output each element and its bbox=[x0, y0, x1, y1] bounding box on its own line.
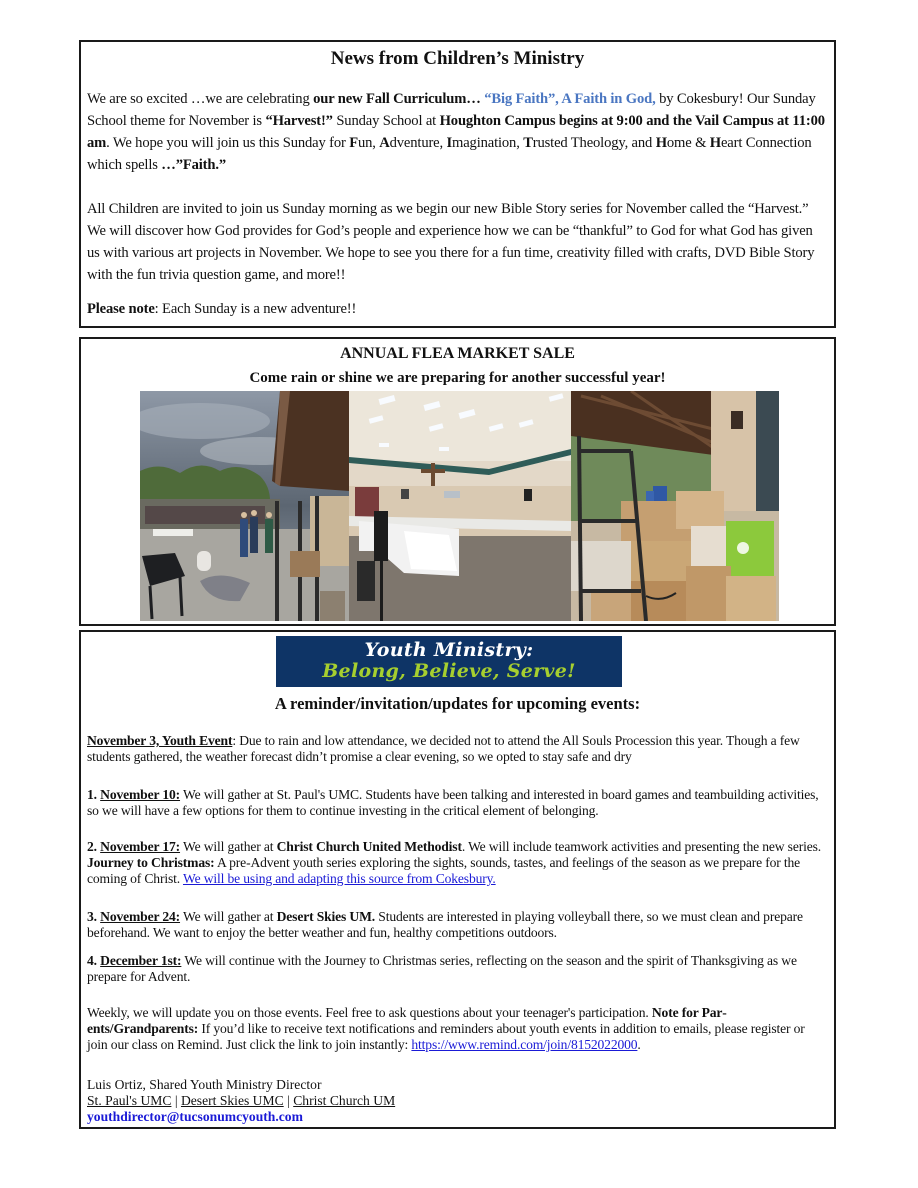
youth-events-heading: A reminder/invitation/updates for upcoming events: bbox=[274, 694, 641, 713]
youth-ministry-section bbox=[79, 630, 836, 1129]
text: . We hope you will join us this Sunday for bbox=[106, 135, 350, 151]
acronym-letter: I bbox=[446, 135, 453, 151]
event-date: December 1st: bbox=[100, 953, 182, 968]
parents-note-label: Note for Parents/Grandparents: bbox=[87, 1005, 727, 1036]
text: We are so excited …we are celebrating bbox=[87, 91, 314, 107]
acronym-letter: F bbox=[349, 135, 358, 151]
flea-market-section bbox=[79, 337, 836, 626]
text: un, bbox=[357, 135, 380, 151]
curriculum-name: “Big Faith”, A Faith in God, bbox=[484, 91, 656, 107]
event-text: A pre-Advent youth series exploring the sights, sounds, tastes, and feelings of the season as we prepare for the coming of Christ. bbox=[87, 855, 801, 886]
curriculum-paragraph bbox=[87, 88, 828, 176]
bible-story-paragraph: All Children are invited to join us Sunday morning as we begin our new Bible Story series for November called the “Harvest.” We will discover how God provides for God’s people and experience how we can be “thankful” to God for what God has given us with various art projects in November. We hope to see you there for a fun time, creativity filled with crafts, DVD Bible Story with the fun trivia question game, and more!! bbox=[87, 201, 815, 283]
text: Sunday School at bbox=[332, 113, 440, 129]
boxes-donations-photo bbox=[571, 391, 779, 621]
event-date: November 24: bbox=[100, 909, 181, 924]
childrens-ministry-section bbox=[79, 40, 836, 328]
director-email[interactable]: youthdirector@tucsonumcyouth.com bbox=[87, 1109, 303, 1124]
cokesbury-source-link[interactable]: We will be using and adapting this source from Cokesbury. bbox=[182, 871, 496, 886]
separator: | bbox=[283, 1093, 294, 1108]
text: magination, bbox=[452, 135, 524, 151]
note-label: Please note bbox=[87, 301, 155, 317]
director-name: Luis Ortiz, Shared Youth Ministry Director bbox=[87, 1077, 322, 1092]
theme-name: “Harvest!” bbox=[265, 113, 333, 129]
please-note-paragraph bbox=[87, 298, 828, 320]
weekly-text: Weekly, we will update you on those events. Feel free to ask questions about your teenager's participation. bbox=[87, 1005, 652, 1020]
banner-tagline: Belong, Believe, Serve! bbox=[322, 660, 576, 682]
item-number: 2. bbox=[87, 839, 101, 854]
weekly-text: If you’d like to receive text notifications and reminders about youth events in addition to emails, please register or join our class on Remind. Just click the link to join instantly: bbox=[87, 1021, 805, 1052]
event-text: . We will include teamwork activities and presenting the new series. bbox=[461, 839, 821, 854]
text-bold: our new Fall Curriculum… bbox=[313, 91, 481, 107]
item-number: 1. bbox=[87, 787, 101, 802]
childrens-ministry-title: News from Children’s Ministry bbox=[330, 48, 585, 69]
acronym-letter: H bbox=[709, 135, 721, 151]
flea-market-subtitle: Come rain or shine we are preparing for another successful year! bbox=[249, 370, 666, 386]
item-number: 3. bbox=[87, 909, 101, 924]
acronym-letter: T bbox=[523, 135, 533, 151]
event-item-2 bbox=[87, 839, 828, 887]
event-date: November 17: bbox=[100, 839, 181, 854]
event-item-1 bbox=[87, 787, 828, 819]
church-list bbox=[87, 1093, 395, 1109]
separator: | bbox=[171, 1093, 181, 1108]
item-number: 4. bbox=[87, 953, 101, 968]
church-link-desert-skies[interactable]: Desert Skies UMC bbox=[180, 1093, 284, 1108]
signature-block bbox=[87, 1077, 395, 1125]
period: . bbox=[637, 1037, 641, 1052]
event-location: Desert Skies UM. bbox=[276, 909, 376, 924]
acronym-letter: H bbox=[655, 135, 667, 151]
church-link-christ-church[interactable]: Christ Church UM bbox=[293, 1093, 396, 1108]
remind-join-link[interactable]: https://www.remind.com/join/8152022000 bbox=[411, 1037, 638, 1052]
event-text: We will continue with the Journey to Christmas series, reflecting on the season and the spirit of Thanksgiving as we prepare for Advent. bbox=[87, 953, 797, 984]
series-name: Journey to Christmas: bbox=[87, 855, 215, 870]
event-text: We will gather at St. Paul's UMC. Students have been talking and interested in board games and teambuilding activities, so we will have a few options for them to continue investing in the critical element of belonging. bbox=[87, 787, 819, 818]
youth-ministry-banner bbox=[276, 636, 622, 687]
weekly-update-paragraph bbox=[87, 1005, 828, 1053]
event-item-3 bbox=[87, 909, 828, 941]
text: rusted Theology, and bbox=[532, 135, 656, 151]
event-date: November 10: bbox=[100, 787, 181, 802]
event-text: Students are interested in playing volleyball there, so we must clean and prepare beforehand. We want to enjoy the better weather and fun, healthy competitions outdoors. bbox=[87, 909, 803, 940]
acronym-letter: A bbox=[379, 135, 390, 151]
text: ome & bbox=[666, 135, 710, 151]
schedule-times: Houghton Campus begins at 9:00 and the Vail Campus at 11:00 am bbox=[87, 113, 825, 151]
note-text: : Each Sunday is a new adventure!! bbox=[154, 301, 357, 317]
outdoor-patio-photo bbox=[140, 391, 349, 621]
event-text: We will gather at bbox=[180, 839, 277, 854]
text: by Cokesbury! Our Sunday School theme for November is bbox=[87, 91, 816, 129]
event-date: November 3, Youth Event bbox=[87, 733, 233, 748]
event-text: : Due to rain and low attendance, we decided not to attend the All Souls Procession this year. Though a few students gathered, the weather forecast didn’t promise a clear evening, so we opted to stay safe and dry bbox=[87, 733, 800, 764]
text: dventure, bbox=[389, 135, 447, 151]
nov3-event-paragraph bbox=[87, 733, 828, 765]
event-item-4 bbox=[87, 953, 828, 985]
church-link-st-pauls[interactable]: St. Paul's UMC bbox=[87, 1093, 172, 1108]
banner-title: Youth Ministry: bbox=[364, 639, 534, 661]
text: eart Connection which spells bbox=[87, 135, 812, 173]
event-text: We will gather at bbox=[180, 909, 277, 924]
faith-word: …”Faith.” bbox=[161, 157, 226, 173]
event-location: Christ Church United Methodist bbox=[276, 839, 462, 854]
fellowship-hall-photo bbox=[349, 391, 571, 621]
flea-market-title: ANNUAL FLEA MARKET SALE bbox=[340, 345, 575, 362]
